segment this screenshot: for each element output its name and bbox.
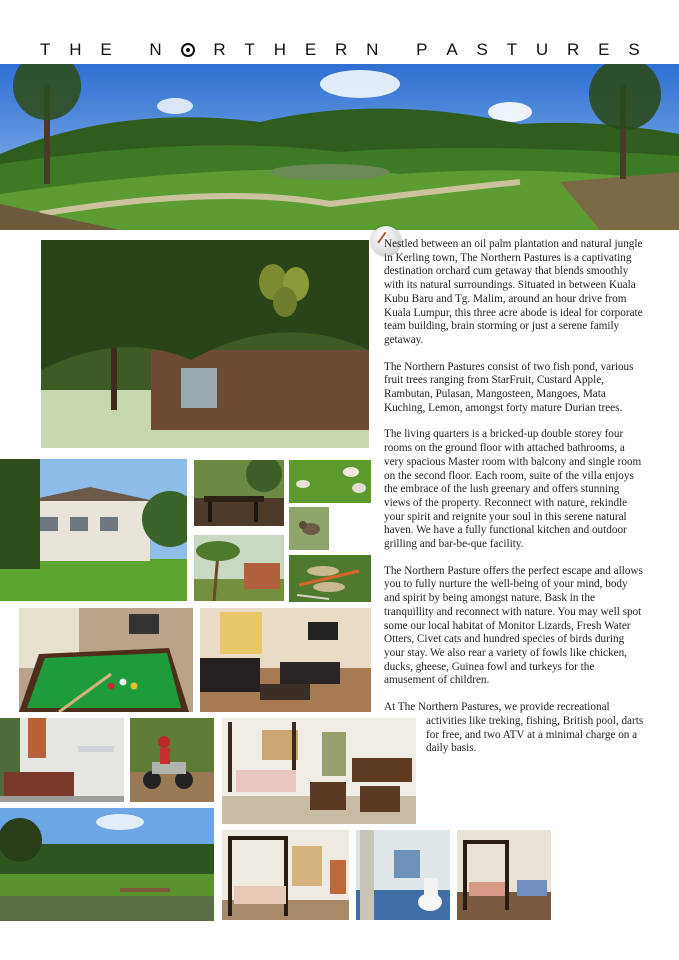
dragonfly-photo bbox=[289, 555, 371, 602]
panorama-photo bbox=[0, 64, 679, 230]
title-letter: U bbox=[535, 40, 549, 59]
page-title bbox=[40, 38, 640, 62]
title-letter: E bbox=[304, 40, 317, 59]
title-letter: H bbox=[273, 40, 286, 59]
durian-tree-photo bbox=[41, 240, 369, 448]
title-letter: T bbox=[40, 40, 51, 59]
title-letter: T bbox=[506, 40, 518, 59]
title-letter: T bbox=[244, 40, 255, 59]
title-letter: N bbox=[366, 40, 379, 59]
bird-photo bbox=[289, 507, 329, 550]
title-letter: S bbox=[476, 40, 488, 59]
title-letter: E bbox=[598, 40, 610, 59]
pool-table-photo bbox=[19, 608, 193, 712]
activities-first-line: At The Northern Pastures, we provide recreational bbox=[384, 701, 610, 714]
title-letter: H bbox=[69, 40, 82, 59]
title-letter: S bbox=[628, 40, 640, 59]
living-room-photo bbox=[200, 608, 371, 712]
twin-bedroom-photo bbox=[457, 830, 551, 920]
title-letter: R bbox=[213, 40, 226, 59]
title-letter: N bbox=[149, 40, 162, 59]
activities-rest: activities like treking, fishing, British pool, darts for free, and two ATV at a minimal charge on a daily basis. bbox=[426, 714, 644, 755]
compass-logo-icon bbox=[181, 43, 195, 57]
bathroom-photo bbox=[356, 830, 450, 920]
atv-ride-photo bbox=[130, 718, 214, 802]
villa-exterior-photo bbox=[0, 459, 187, 601]
outdoor-dining-photo bbox=[194, 460, 284, 526]
title-letter: P bbox=[416, 40, 428, 59]
poultry-photo bbox=[289, 460, 371, 503]
title-letter: E bbox=[100, 40, 112, 59]
description-text bbox=[384, 238, 646, 756]
paragraph-activities bbox=[384, 701, 646, 756]
paragraph-intro: Nestled between an oil palm plantation and natural jungle in Kerling town, The Northern Pastures is a captivating destination orchard cum getaway that blends smoothly with its natural surroundings. Situated in between Kuala Kubu Baru and Tg. Malim, around an hour drive from Kuala Lumpur, this three acre abode is ideal for corporate team building, brain storming or just a serene family getaway. bbox=[384, 238, 643, 346]
four-poster-bedroom-photo bbox=[222, 830, 349, 920]
kitchen-photo bbox=[0, 718, 124, 802]
garden-palm-photo bbox=[194, 535, 284, 601]
paragraph-living-quarters: The living quarters is a bricked-up double storey four rooms on the ground floor with attached bathrooms, a very spacious Master room with balcony and single room on the second floor. Each room, suite of the villa enjoys the embrace of the lush greenary and offers stunning views of the property. Reconnect with nature, rekindle your spirit and reignite your soul in this serene natural haven. We have a fully functional kitchen and outdoor grilling and bar-be-que facility. bbox=[384, 428, 642, 551]
title-letter: A bbox=[446, 40, 458, 59]
title-letter: R bbox=[567, 40, 580, 59]
fish-pond-photo bbox=[0, 808, 214, 921]
paragraph-nature: The Northern Pasture offers the perfect escape and allows you to fully nurture the well-being of your mind, body and spirit by being amongst nature. Bask in the tranquillity and reconnect with nature. You may well spot some our local habitat of Monitor Lizards, Fresh Water Otters, Civet cats and hundred species of birds during your stay. We also rear a variety of fowls like chicken, ducks, gheese, Guinea fowl and turkeys for the amusement of children. bbox=[384, 564, 643, 687]
paragraph-orchard: The Northern Pastures consist of two fish pond, various fruit trees ranging from StarFruit, Custard Apple, Rambutan, Pulasan, Mangosteen, Mangoes, Mata Kuching, Lemon, amongst forty mature Durian trees. bbox=[384, 360, 634, 414]
title-letter: R bbox=[335, 40, 348, 59]
